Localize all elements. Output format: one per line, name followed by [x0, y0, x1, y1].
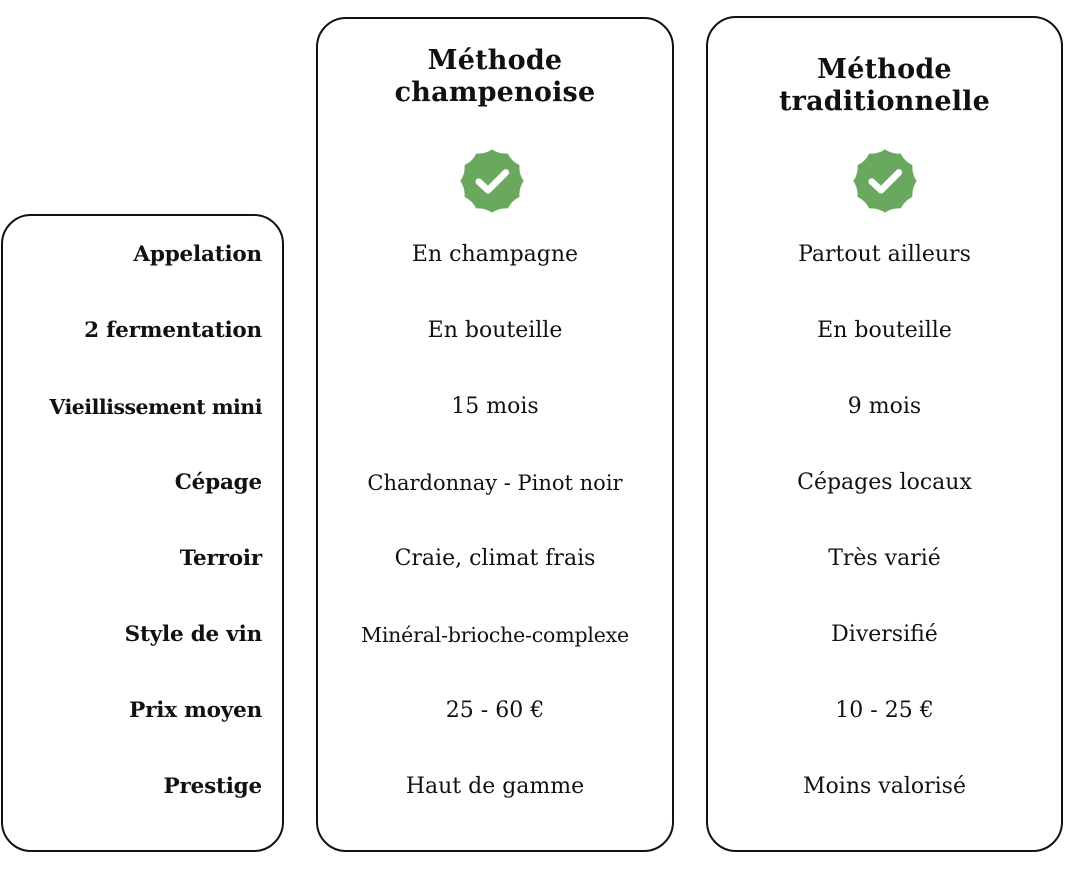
champenoise-prix: 25 - 60 € — [445, 698, 545, 723]
traditionnelle-vieillissement: 9 mois — [847, 394, 922, 419]
traditionnelle-appelation: Partout ailleurs — [798, 242, 971, 267]
traditionnelle-fermentation: En bouteille — [817, 318, 952, 343]
champenoise-title-line2: champenoise — [394, 77, 596, 108]
champenoise-vieillissement: 15 mois — [451, 394, 539, 419]
criterion-terroir: Terroir — [179, 546, 262, 571]
champenoise-style: Minéral-brioche-complexe — [361, 623, 629, 647]
traditionnelle-title-line1: Méthode — [817, 54, 952, 85]
champenoise-title-line1: Méthode — [427, 45, 563, 76]
traditionnelle-style: Diversifié — [831, 622, 938, 647]
champenoise-terroir: Craie, climat frais — [394, 546, 596, 571]
criterion-cepage: Cépage — [174, 470, 262, 495]
champenoise-fermentation: En bouteille — [427, 318, 563, 343]
traditionnelle-terroir: Très varié — [828, 546, 941, 571]
champenoise-cepage: Chardonnay - Pinot noir — [367, 471, 623, 495]
champenoise-appelation: En champagne — [411, 242, 579, 267]
check-badge-icon — [852, 148, 918, 214]
criterion-appelation: Appelation — [133, 242, 262, 267]
champenoise-card — [316, 17, 674, 852]
traditionnelle-title-line2: traditionnelle — [779, 86, 990, 117]
criterion-fermentation: 2 fermentation — [84, 318, 262, 343]
criterion-prestige: Prestige — [163, 774, 262, 799]
traditionnelle-cepage: Cépages locaux — [797, 470, 972, 495]
traditionnelle-title — [708, 54, 1061, 118]
criterion-prix: Prix moyen — [129, 698, 262, 723]
criteria-card — [1, 214, 284, 852]
criterion-vieillissement: Vieillissement mini — [49, 395, 262, 419]
criterion-style: Style de vin — [124, 622, 262, 647]
traditionnelle-prestige: Moins valorisé — [803, 774, 966, 799]
traditionnelle-prix: 10 - 25 € — [835, 698, 934, 723]
traditionnelle-card — [706, 16, 1063, 852]
check-badge-icon — [459, 148, 525, 214]
champenoise-title — [318, 45, 672, 109]
champenoise-prestige: Haut de gamme — [405, 774, 585, 799]
